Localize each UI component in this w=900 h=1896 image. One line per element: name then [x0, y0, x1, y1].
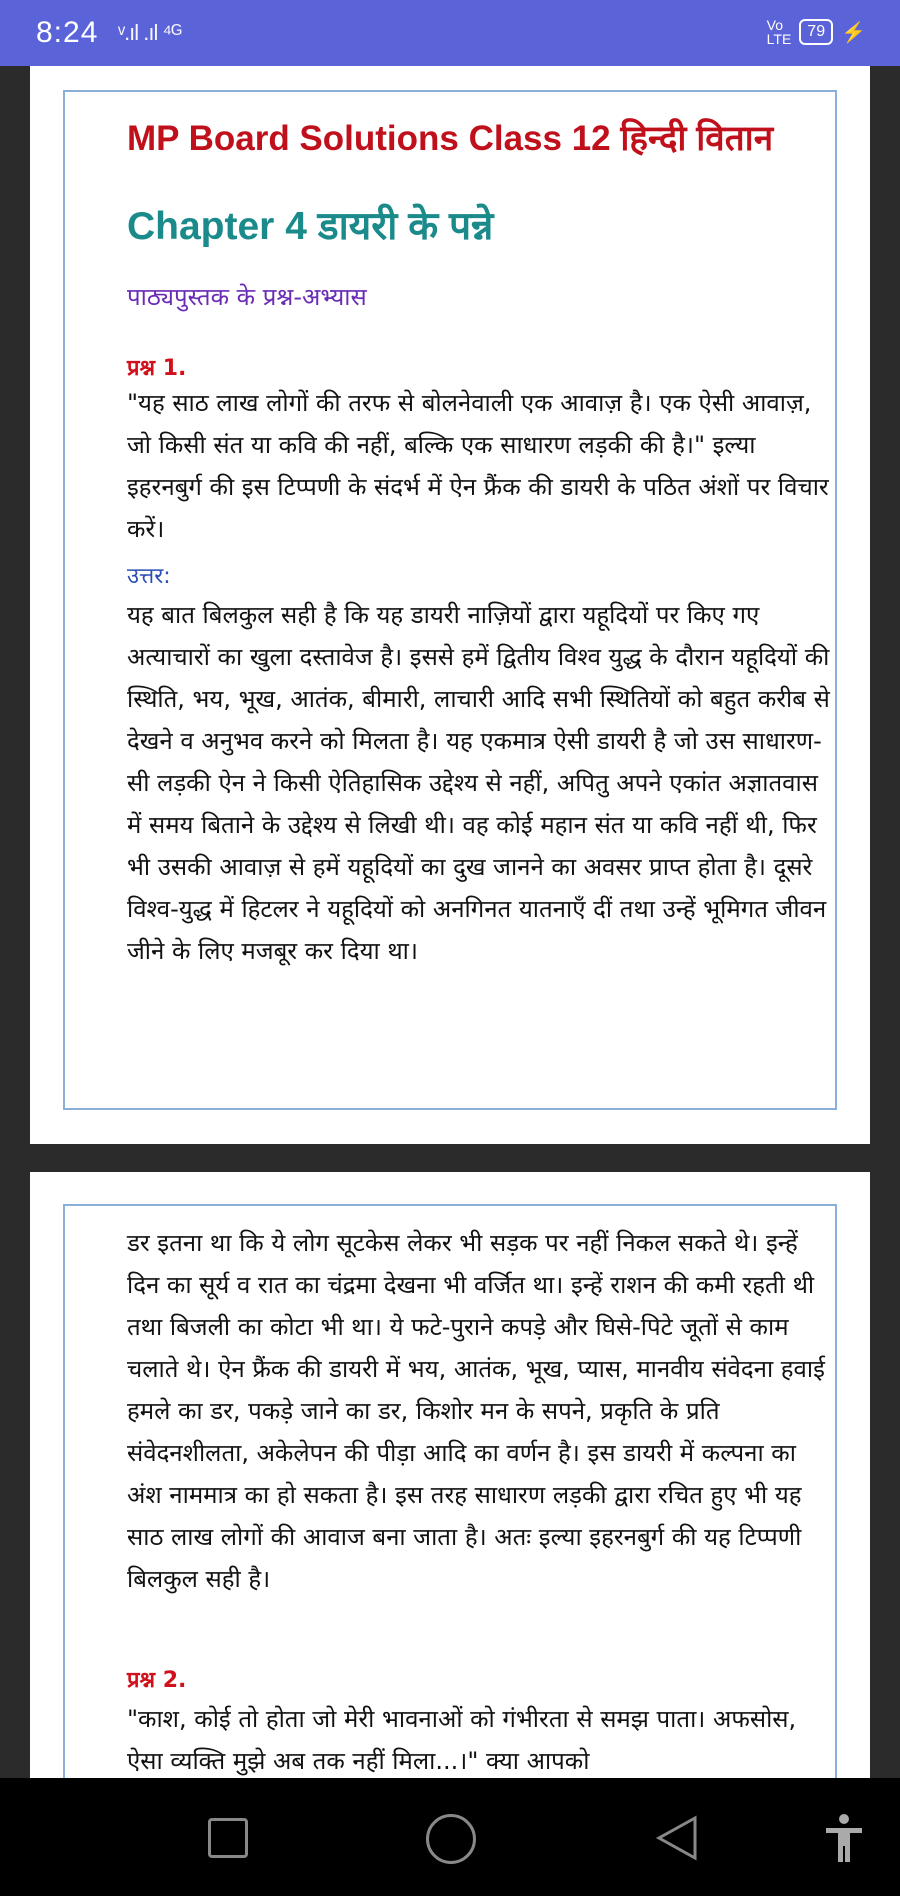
answer-1-continued: डर इतना था कि ये लोग सूटकेस लेकर भी सड़क पर नहीं निकल सकते थे। इन्हें दिन का सूर्य व रात का चंद्रमा देखना भी वर्जित था। इन्हें राशन की कमी रहती थी तथा बिजली का कोटा भी था। ये फटे-पुराने कपड़े और घिसे-पिटे जूतों से काम चलाते थे। ऐन फ्रैंक की डायरी में भय, आतंक, भूख, प्यास, मानवीय संवेदना हवाई हमले का डर, पकड़े जाने का डर, किशोर मन के सपने, प्रकृति के प्रति संवेदनशीलता, अकेलेपन की पीड़ा आदि का वर्णन है। इस डायरी में कल्पना का अंश नाममात्र का हो सकता है। इस तरह साधारण लड़की द्वारा रचित हुए भी यह साठ लाख लोगों की आवाज बना जाता है। अतः इल्या इहरनबुर्ग की यह टिप्पणी बिलकुल सही है। [127, 1229, 825, 1593]
signal-icon: ᵛ.ıl .ıl ⁴ᴳ [118, 20, 181, 45]
question-2-text: "काश, कोई तो होता जो मेरी भावनाओं को गंभीरता से समझ पाता। अफसोस, ऐसा व्यक्ति मुझे अब तक नहीं मिला...।" क्या आपको [127, 1705, 797, 1775]
chapter-heading: Chapter 4 डायरी के पन्ने [127, 205, 494, 248]
page-title: MP Board Solutions Class 12 हिन्दी वितान [127, 119, 774, 158]
back-icon [655, 1814, 699, 1862]
navigation-bar [0, 1778, 900, 1896]
document-page-1 [30, 66, 870, 1144]
status-right [767, 18, 866, 46]
question-2-label: प्रश्न 2. [127, 1668, 187, 1693]
home-button[interactable] [426, 1814, 476, 1864]
recents-button[interactable] [208, 1818, 248, 1858]
back-button[interactable] [655, 1814, 699, 1866]
accessibility-button[interactable] [822, 1812, 866, 1868]
status-bar [0, 0, 900, 66]
question-1-label: प्रश्न 1. [127, 356, 187, 381]
section-heading: पाठ्यपुस्तक के प्रश्न-अभ्यास [127, 283, 367, 311]
clock: 8:24 [36, 16, 99, 49]
answer-1-text: यह बात बिलकुल सही है कि यह डायरी नाज़ियों द्वारा यहूदियों पर किए गए अत्याचारों का खुला दस्तावेज है। इससे हमें द्वितीय विश्व युद्ध के दौरान यहूदियों की स्थिति, भय, भूख, आतंक, बीमारी, लाचारी आदि सभी स्थितियों को बहुत करीब से देखने व अनुभव करने को मिलता है। यह एकमात्र ऐसी डायरी है जो उस साधारण-सी लड़की ऐन ने किसी ऐतिहासिक उद्देश्य से नहीं, अपितु अपने एकांत अज्ञातवास में समय बिताने के उद्देश्य से लिखी थी। वह कोई महान संत या कवि नहीं थी, फिर भी उसकी आवाज़ से हमें यहूदियों का दुख जानने का अवसर प्राप्त होता है। दूसरे विश्व-युद्ध में हिटलर ने यहूदियों को अनगिनत यातनाएँ दीं तथा उन्हें भूमिगत जीवन जीने के लिए मजबूर कर दिया था। [127, 601, 830, 965]
volte-icon: Vo LTE [766, 17, 792, 47]
question-1-text: "यह साठ लाख लोगों की तरफ से बोलनेवाली एक आवाज़ है। एक ऐसी आवाज़, जो किसी संत या कवि की नहीं, बल्कि एक साधारण लड़की की है।" इल्या इहरनबुर्ग की इस टिप्पणी के संदर्भ में ऐन फ्रैंक की डायरी के पठित अंशों पर विचार करें। [127, 389, 829, 543]
charging-icon: ⚡ [841, 21, 866, 44]
document-page-2 [30, 1172, 870, 1778]
accessibility-icon [822, 1812, 866, 1864]
answer-1-label: उत्तर: [127, 564, 171, 589]
battery-icon: 79 [799, 19, 833, 45]
